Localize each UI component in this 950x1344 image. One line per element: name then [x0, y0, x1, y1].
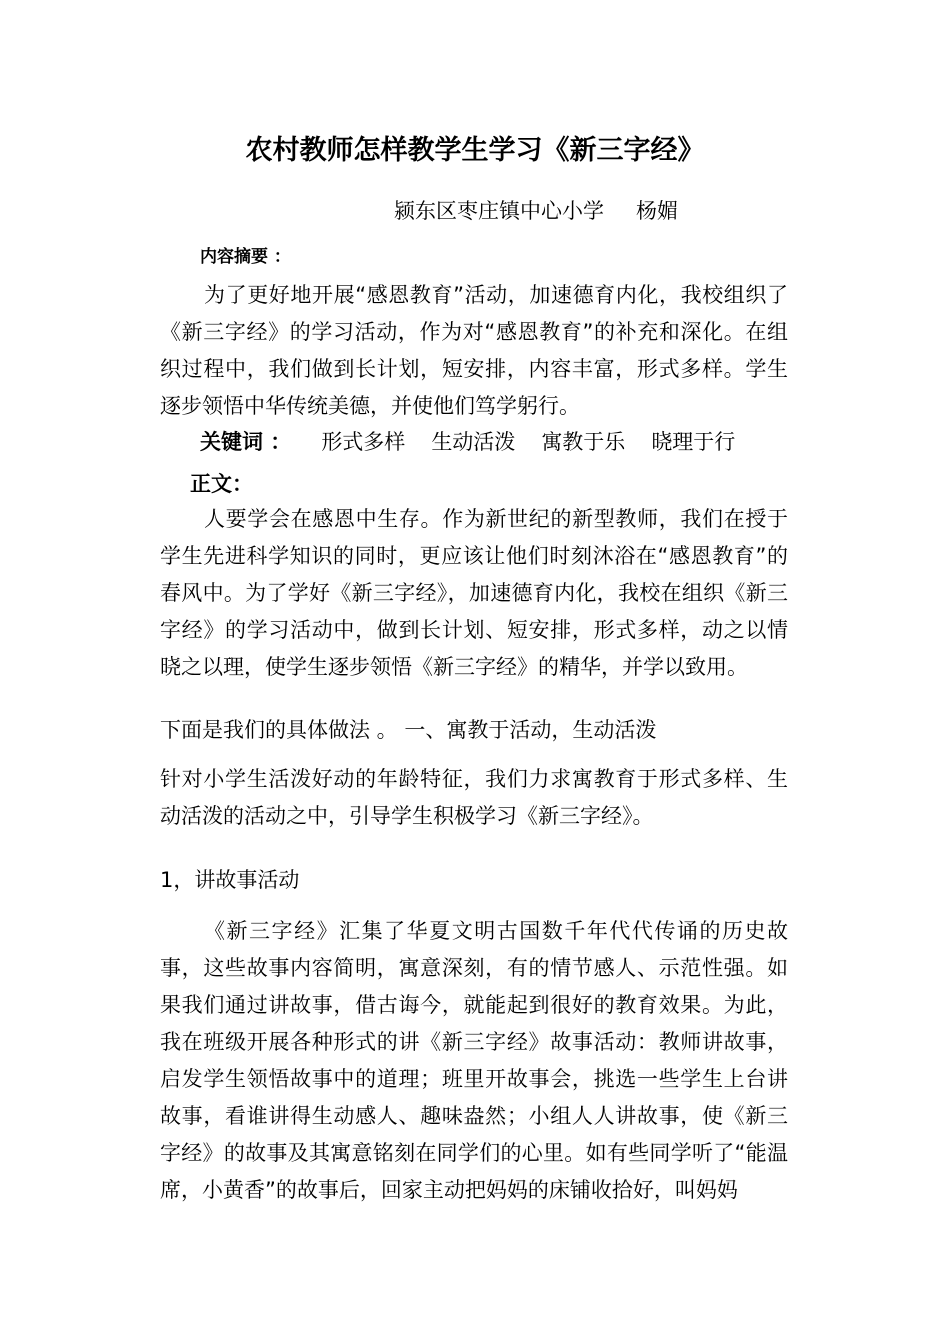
story-paragraph: 《新三字经》汇集了华夏文明古国数千年代代传诵的历史故事，这些故事内容简明，寓意深刻，有的情节感人、示范性强。如果我们通过讲故事，借古诲今，就能起到很好的教育效果。为此，我在班级开展各种形式的讲《新三字经》故事活动：教师讲故事，启发学生领悟故事中的道理；班里开故事会，挑选一些学生上台讲故事，看谁讲得生动感人、趣味盎然；小组人人讲故事，使《新三字经》的故事及其寓意铭刻在同学们的心里。如有些同学听了“能温席，小黄香”的故事后，回家主动把妈妈的床铺收拾好，叫妈妈 — [160, 919, 788, 1202]
keyword-item: 晓理于行 — [651, 430, 736, 454]
activity-paragraph: 针对小学生活泼好动的年龄特征，我们力求寓教育于形式多样、生动活泼的活动之中，引导学生积极学习《新三字经》。 — [160, 767, 788, 828]
body-label: 正文： — [190, 472, 253, 496]
keyword-item: 形式多样 — [321, 430, 406, 454]
keywords-label: 关键词 ： — [200, 430, 292, 454]
author-school: 颍东区枣庄镇中心小学 — [394, 199, 604, 223]
method-line: 下面是我们的具体做法 。 一、寓教于活动，生动活泼 — [160, 718, 657, 742]
keyword-item: 生动活泼 — [431, 430, 516, 454]
keyword-item: 寓教于乐 — [541, 430, 626, 454]
intro-paragraph: 人要学会在感恩中生存。作为新世纪的新型教师，我们在授于学生先进科学知识的同时，更应该让他们时刻沐浴在“感恩教育”的春风中。为了学好《新三字经》，加速德育内化，我校在组织《新三字经》的学习活动中，做到长计划、短安排，形式多样，动之以情晓之以理，使学生逐步领悟《新三字经》的精华，并学以致用。 — [160, 507, 788, 679]
author-name: 杨媚 — [636, 199, 678, 223]
author-line — [394, 195, 678, 227]
keywords-line — [200, 424, 761, 461]
section-heading: 1，讲故事活动 — [160, 868, 300, 892]
abstract-paragraph: 为了更好地开展“感恩教育”活动，加速德育内化，我校组织了《新三字经》的学习活动，作为对“感恩教育”的补充和深化。在组织过程中，我们做到长计划，短安排，内容丰富，形式多样。学生逐步领悟中华传统美德，并使他们笃学躬行。 — [160, 283, 788, 418]
abstract-label: 内容摘要 ： — [200, 247, 291, 267]
document-title: 农村教师怎样教学生学习《新三字经》 — [245, 135, 705, 166]
